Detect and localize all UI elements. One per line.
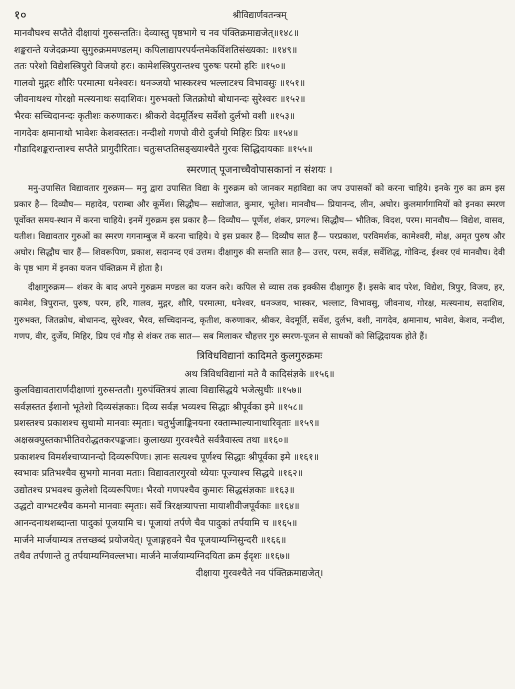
- verse-line: कुलविद्यावतारार्णदीक्षाणां गुरुसन्ततौ। गुरुपंक्तित्रयं ज्ञात्वा विद्यासिद्धये भजेत्सुधीः ॥१५७॥: [14, 385, 302, 397]
- verse-line: भैरवः सच्चिदानन्दः कृतीशः करुणाकरः। श्रीकरो वेदमूर्तिश्च सर्वेशो दुर्लभो वशी ॥१५३॥: [14, 110, 295, 122]
- section-heading: स्मरणात् पूजनाच्चैवोपासकानां न संशयः ।: [186, 164, 333, 176]
- center-verse: अथ त्रिविधविद्यानां मते वै कादिसंज्ञके ॥१५६॥: [184, 368, 335, 380]
- verse-line: तथैव तर्पणान्ते तु तर्पयाम्यग्निवल्लभा। मार्जने मार्जयाम्यग्निदयिता क्रम ईदृशः ॥१६७॥: [14, 551, 291, 563]
- verse-line: स्वभावः प्रतिभश्चैव सुभगो मानवा मताः। विद्यावतारगुरवो ध्येयाः पूज्याश्च सिद्धये ॥१६२॥: [14, 468, 303, 480]
- page-header: [14, 6, 505, 26]
- commentary: [14, 181, 505, 345]
- verse-line: गौडादिशङ्करान्ताश्च सप्तैते प्रागुदीरिताः। चतुःसप्ततिसङ्ख्याश्चैते गुरवः सिद्धिदायकाः ॥१५५॥: [14, 144, 313, 156]
- running-title: श्रीविद्यार्णवतन्त्रम्: [232, 11, 287, 21]
- section-heading: त्रिविधविद्यानां कादिमते कुलगुरुक्रमः: [196, 350, 323, 362]
- commentary-paragraph: मनु-उपासित विद्यावतार गुरुक्रम— मनु द्वारा उपासित विद्या के गुरुक्रम को जानकर महाविद्या का जप उपासकों को करना चाहिये। इनके गुरु का क्रम इस प्रकार है— दिव्यौघ— महादेव, पराम्बा और कूर्मेश। सिद्धौघ— सद्योजात, कुमार, भूतेश। मानवौघ— प्रियानन्द, लीन, अघोर। कुलमार्गगामियों को इनका स्मरण पूर्वोक्त समय-स्थान में करना चाहिये। इनमें गुरुक्रम इस प्रकार है— दिव्यौघ— पूर्णेश, शंकर, प्रगल्भ। सिद्धौघ— भौतिक, विदश, परम। मानवौघ— विद्येश, वासव, यतीश। विद्यावतार गुरुओं का स्मरण गगनाम्बुज में करना चाहिये। ये इस प्रकार हैं— दिव्यौघ सात हैं— परप्रकाश, परविमर्शक, कामेश्वरी, मोक्ष, अमृत पुरुष और अघोर। सिद्धौघ चार हैं— शिवरूपिण, प्रकाश, सदानन्द एवं उत्तम। दीक्षागुरु की सन्तति सात है— उत्तर, परम, सर्वज्ञ, सर्वेशिद्ध, गोविन्द, ईश्वर एवं मानवौघ। देवी के पृष्ठ भाग में इनका यजन पंक्तिक्रम में होता है।: [14, 183, 505, 275]
- verse-line: सर्वज्ञस्तत ईशानो भूतेशो दिव्यसंज्ञकाः। दिव्य सर्वज्ञ भव्यश्च सिद्धाः श्रीपूर्वका इमे ॥१५८॥: [14, 401, 304, 413]
- verse-line: नागदेवः क्षमानाथो भावेशः केशवस्ततः। नन्दीशो गणपो वीरो दुर्जयो मिहिरः प्रियः ॥१५४॥: [14, 127, 299, 139]
- verse-block-top: [14, 26, 505, 159]
- commentary-paragraph: दीक्षागुरुक्रम— शंकर के बाद अपने गुरुक्रम मण्डल का यजन करे। कपिल से व्यास तक इक्कीस दीक्षागुरु हैं। इसके बाद परेश, विद्येश, त्रिपुर, विजय, हर, कामेश, त्रिपुरान्त, पुरुष, परम, हरि, गालव, मुद्गर, शौरि, परमात्मा, धनेश्वर, धनञ्जय, भास्कर, भल्लाट, विभावसु, जीवनाथ, गोरक्ष, मत्स्यनाथ, सदाशिव, गुरुभक्त, जितक्रोध, बोधानन्द, सुरेश्वर, भैरव, सच्चिदानन्द, कृतीश, करुणाकर, श्रीकर, वेदमूर्ति, सर्वेश, दुर्लभ, वशी, नागदेव, क्षमानाथ, भावेश, केशव, नन्दीश, गणप, वीर, दुर्जेय, मिहिर, प्रिय एवं गौड़ से शंकर तक सात— सब मिलाकर चौहत्तर गुरु स्मरण-पूजन से साधकों को सिद्धिदायक होते हैं।: [14, 283, 505, 342]
- page-number: १०: [14, 8, 27, 22]
- verse-line: प्रशस्तश्च प्रकाशश्च सुधामो मानवाः स्मृताः। चतुर्भुजाङ्किनयना रक्ताम्भाल्यानाधारिवृताः ॥१५९॥: [14, 418, 320, 430]
- verse-line: अक्षस्रक्पुस्तकाभीतिवरोद्धतकरपङ्कजाः। कुलाख्या गुरवश्चैते सर्वत्रैवास्त्व तथा ॥१६०॥: [14, 435, 289, 447]
- closing-verse-line: दीक्षाया गुरवश्चैते नव पंक्तिक्रमाद्यजेत्।: [195, 567, 324, 579]
- verse-block-bottom: [14, 383, 505, 582]
- verse-line: गालवो मुद्गरः शौरिः परमात्मा धनेश्वरः। धनञ्जयो भास्करश्च भल्लाटश्च विभावसुः ॥१५१॥: [14, 77, 306, 89]
- verse-line: मानवौघश्च सप्तैते दीक्षायां गुरुसन्ततिः। देव्यास्तु पृष्ठभागे च नव पंक्तिक्रमाद्यजेत्॥१४८॥: [14, 28, 299, 39]
- verse-line: शङ्करान्ते यजेदक्रम्या सुगुरुक्रममण्डलम्। कपिलाद्यापरपर्यन्तमेकविंशतिसंख्यका: ॥१४९॥: [14, 44, 298, 56]
- verse-line: ततः परेशो विद्येशस्त्रिपुरो विजयो हरः। कामेशस्त्रिपुरान्तश्च पुरुषः परमो हरिः ॥१५०॥: [14, 61, 286, 73]
- verse-line: उद्योतश्च प्रभवश्च कुलेशो दिव्यरूपिणः। भैरवो गणपश्चैव कुमारः सिद्धसंज्ञकाः ॥१६३॥: [14, 484, 295, 496]
- verse-line: आनन्दनाथशब्दान्ता पादुकां पूजयामि च। पूजायां तर्पणे चैव पादुकां तर्पयामि च ॥१६५॥: [14, 518, 298, 530]
- verse-line: मार्जने मार्जयाम्यत्र तत्तच्छब्दं प्रयोजयेत्। पूजाङ्गहवने चैव पूजयाम्यग्निसुन्दरी ॥१६६॥: [14, 534, 287, 546]
- verse-line: प्रकाशश्च विमर्शश्चाप्यानन्दो दिव्यरूपिणः। ज्ञानः सत्यश्च पूर्णश्च सिद्धाः श्रीपूर्वका इमे ॥१६१॥: [14, 451, 319, 463]
- verse-line: जीवनाथश्च गोरक्षो मत्स्यनाथः सदाशिवः। गुरुभक्तो जितक्रोधो बोधानन्दः सुरेश्वरः ॥१५२॥: [14, 94, 306, 106]
- verse-line: उद्धटो वाग्भटश्चैव कमनो मानवाः स्मृताः। सर्वे त्रिरक्षत्र्यापत्ता मायाशीवीजपूर्वकाः ॥१६४॥: [14, 501, 300, 513]
